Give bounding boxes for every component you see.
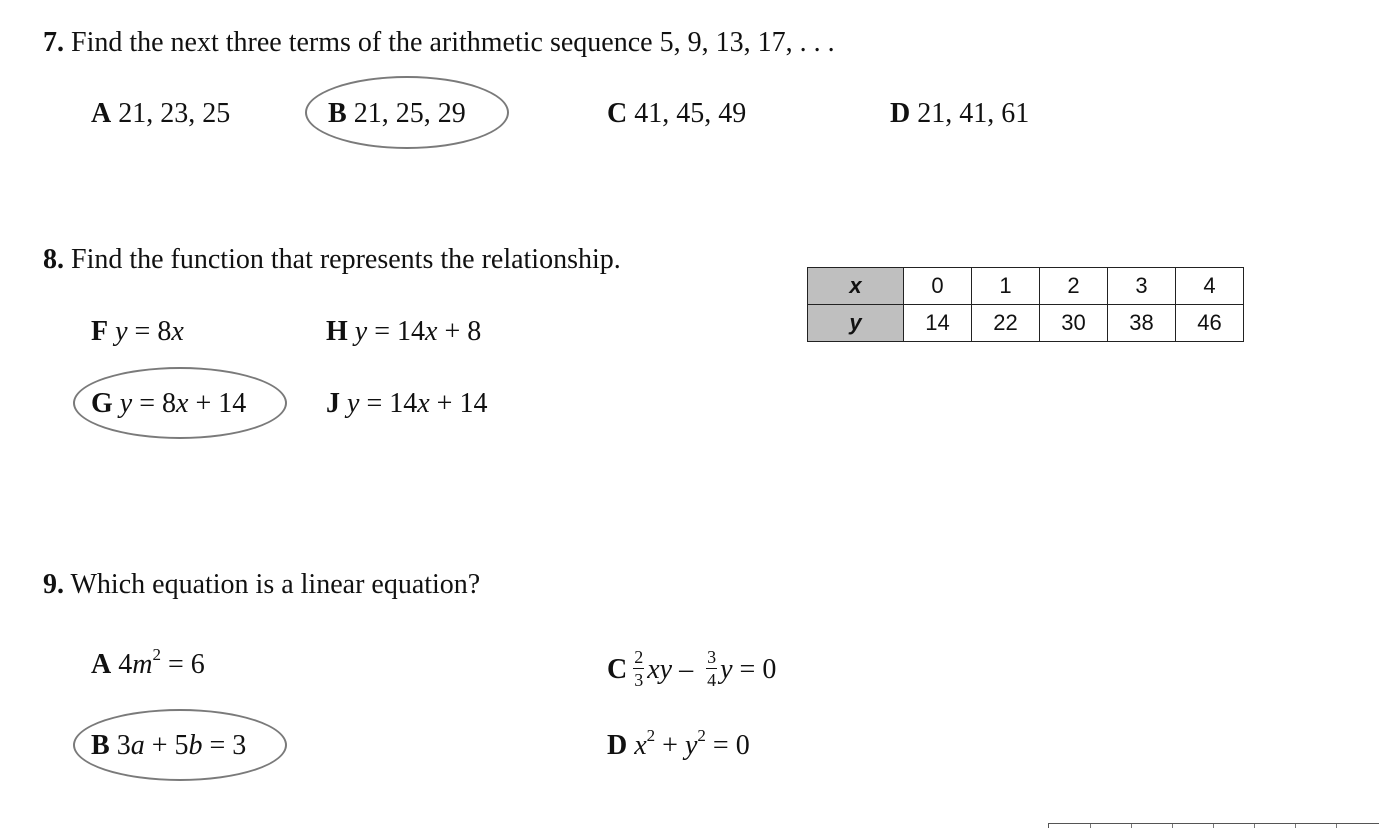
choice-letter: A [91,649,112,680]
q9-choice-b[interactable] [91,732,246,760]
fraction-denominator: 4 [707,670,717,690]
choice-text: 41, 45, 49 [634,98,747,129]
fraction-numerator: 2 [634,647,644,667]
question-8-prompt [43,246,621,274]
q7-choice-d[interactable] [890,100,1029,128]
q7-choice-b[interactable] [328,100,466,128]
xy-value-table [807,267,1244,342]
table-header-x: x [808,268,904,305]
fraction [633,648,644,689]
choice-coef: 3 [116,730,131,761]
choice-letter: C [607,653,628,685]
table-row-y [808,305,1244,342]
choice-rest: + 14 [188,388,247,419]
question-7-prompt [43,29,835,57]
choice-letter: F [91,316,109,347]
partial-grid-table [1048,823,1379,828]
q9-choice-c[interactable] [607,647,777,692]
choice-var: x [634,730,647,761]
q8-choice-g[interactable] [91,390,246,418]
choice-var: y [347,388,360,419]
choice-var: x [171,316,184,347]
choice-var: x [176,388,189,419]
choice-letter: C [607,98,628,129]
choice-exponent: 2 [152,645,161,664]
choice-letter: B [91,730,110,761]
table-cell: 3 [1108,268,1176,305]
question-text: Find the function that represents the relationship. [71,244,621,275]
choice-var: m [132,649,153,680]
choice-rest: + 14 [429,388,488,419]
choice-text: 21, 23, 25 [118,98,231,129]
q7-choice-c[interactable] [607,100,746,128]
choice-letter: J [326,388,340,419]
choice-var: b [188,730,203,761]
fraction-denominator: 3 [634,670,644,690]
choice-letter: H [326,316,348,347]
choice-rest: + 8 [437,316,482,347]
choice-operator: – [672,653,701,685]
table-cell: 38 [1108,305,1176,342]
choice-var: y [119,388,133,419]
choice-exponent: 2 [697,726,706,745]
q8-choice-h[interactable] [326,318,481,346]
choice-eq: = 8 [132,388,177,419]
choice-rest: = 0 [732,653,777,685]
table-row-x [808,268,1244,305]
choice-rest: = 3 [202,730,247,761]
choice-var: x [417,388,430,419]
choice-letter: A [91,98,112,129]
fraction [706,648,717,689]
choice-term: y [720,653,733,685]
fraction-numerator: 3 [707,647,717,667]
q7-choice-a[interactable] [91,100,230,128]
table-cell: 46 [1176,305,1244,342]
choice-eq: = 14 [359,388,418,419]
choice-var: y [115,316,128,347]
choice-eq: = 14 [367,316,426,347]
table-cell: 2 [1040,268,1108,305]
table-cell: 30 [1040,305,1108,342]
q8-choice-f[interactable] [91,318,184,346]
choice-mid: + 5 [144,730,189,761]
choice-rest: = 0 [705,730,750,761]
table-header-y: y [808,305,904,342]
question-text: Which equation is a linear equation? [70,569,481,600]
choice-var: y [684,730,698,761]
choice-rest: = 6 [160,649,205,680]
choice-term: xy [647,653,673,685]
choice-letter: G [91,388,113,419]
choice-var: a [130,730,145,761]
q8-choice-j[interactable] [326,390,487,418]
q9-choice-d[interactable] [607,726,750,761]
question-9-prompt [43,571,480,599]
table-cell: 14 [904,305,972,342]
table-cell: 22 [972,305,1040,342]
choice-letter: D [890,98,911,129]
choice-plus: + [655,730,685,761]
choice-eq: = 8 [127,316,172,347]
choice-text: 21, 25, 29 [353,98,466,129]
question-number: 7. [43,27,64,58]
table-cell: 4 [1176,268,1244,305]
question-text: Find the next three terms of the arithmetic sequence 5, 9, 13, 17, . . . [71,27,835,58]
choice-letter: B [328,98,347,129]
table-cell: 0 [904,268,972,305]
choice-text: 21, 41, 61 [917,98,1030,129]
q9-choice-a[interactable] [91,645,205,680]
question-number: 8. [43,244,64,275]
choice-var: y [354,316,368,347]
choice-exponent: 2 [646,726,656,745]
table-cell: 1 [972,268,1040,305]
choice-coef: 4 [118,649,133,680]
choice-letter: D [607,730,628,761]
choice-var: x [425,316,438,347]
question-number: 9. [43,569,64,600]
